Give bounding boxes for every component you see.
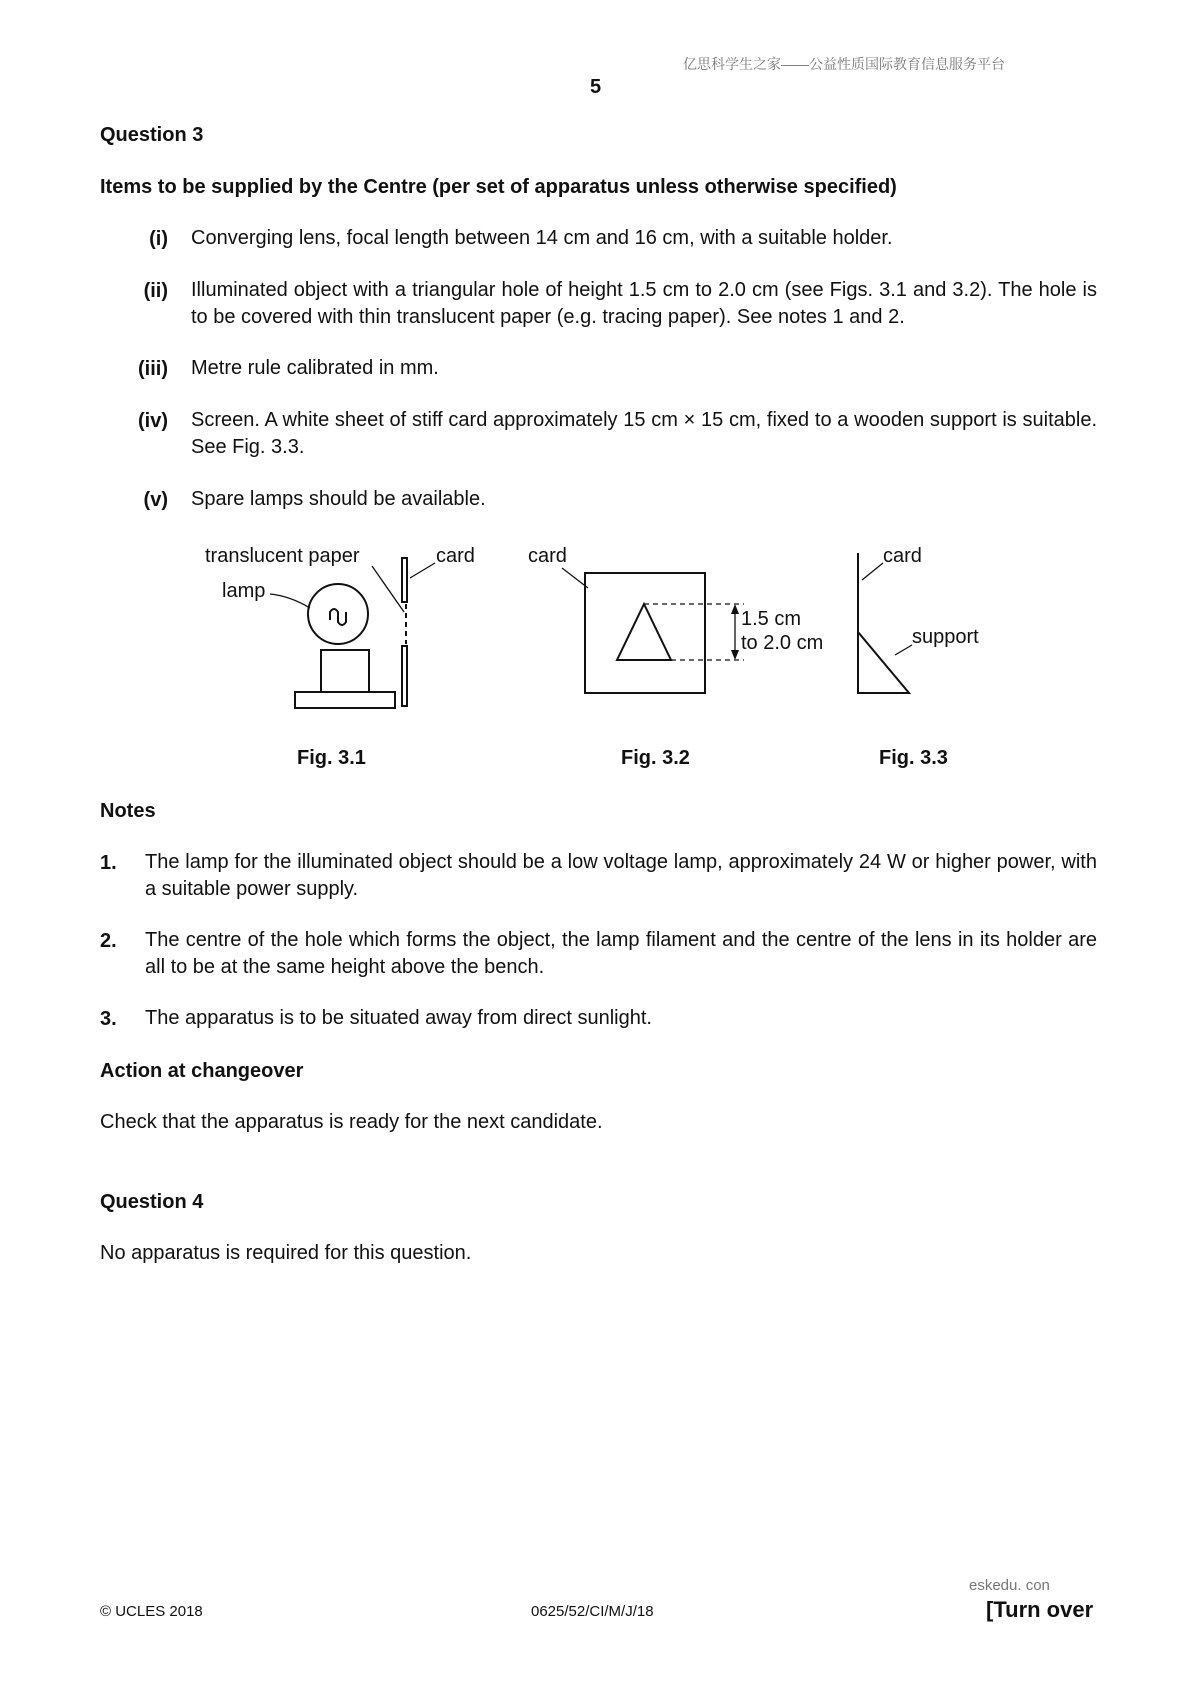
items-heading: Items to be supplied by the Centre (per set of apparatus unless otherwise specified) <box>100 176 897 198</box>
fig-3-2-card-drawing <box>562 568 744 693</box>
fig-3-1-lamp-drawing <box>270 558 435 708</box>
dim-arrow-down <box>731 650 739 660</box>
lamp-holder <box>321 650 369 692</box>
fig31-label-translucent: translucent paper <box>205 545 360 567</box>
note-text: The apparatus is to be situated away from direct sunlight. <box>145 1007 652 1029</box>
fig31-label-lamp: lamp <box>222 580 266 602</box>
fig32-label-height-2: to 2.0 cm <box>741 632 824 654</box>
question-4-text: No apparatus is required for this question. <box>100 1242 472 1264</box>
note-number: 1. <box>100 852 117 874</box>
screen-and-support <box>858 553 909 693</box>
leader-card <box>410 563 435 578</box>
changeover-text: Check that the apparatus is ready for the next candidate. <box>100 1111 603 1133</box>
footer-code: 0625/52/CI/M/J/18 <box>531 1603 654 1620</box>
fig33-label-card: card <box>883 545 922 567</box>
footer-copyright: © UCLES 2018 <box>100 1603 203 1620</box>
leader-support <box>895 645 912 655</box>
item-label: (v) <box>143 489 168 511</box>
fig33-caption: Fig. 3.3 <box>879 747 948 769</box>
card-lower <box>402 646 407 706</box>
watermark-text: 亿思科学生之家——公益性质国际教育信息服务平台 <box>683 56 1005 72</box>
note-text: The centre of the hole which forms the object, the lamp filament and the centre of the lens in its holder are all to be at the same height above the bench. <box>145 929 1097 978</box>
dim-arrow-up <box>731 604 739 614</box>
footer-site: eskedu. con <box>969 1577 1050 1594</box>
note-number: 2. <box>100 930 117 952</box>
item-label: (ii) <box>143 280 168 302</box>
fig32-label-card: card <box>528 545 567 567</box>
item-text: Converging lens, focal length between 14 cm and 16 cm, with a suitable holder. <box>191 227 893 249</box>
question-3-title: Question 3 <box>100 124 204 146</box>
fig31-label-card: card <box>436 545 475 567</box>
fig32-label-height-1: 1.5 cm <box>741 608 802 630</box>
item-label: (iii) <box>138 358 168 380</box>
note-text: The lamp for the illuminated object should be a low voltage lamp, approximately 24 W or higher power, with a suitable power supply. <box>145 851 1097 900</box>
question-4-title: Question 4 <box>100 1191 204 1213</box>
fig31-caption: Fig. 3.1 <box>297 747 366 769</box>
fig33-label-support: support <box>912 626 979 648</box>
turn-over: [Turn over <box>986 1597 1094 1622</box>
item-text: Metre rule calibrated in mm. <box>191 357 439 379</box>
lamp-filament <box>330 609 346 625</box>
lamp-base <box>295 692 395 708</box>
item-label: (i) <box>149 228 168 250</box>
leader-lamp <box>270 594 310 608</box>
card-square <box>585 573 705 693</box>
leader-translucent <box>372 566 404 612</box>
item-text: Spare lamps should be available. <box>191 488 486 510</box>
card-upper <box>402 558 407 602</box>
fig-3-3-screen-drawing <box>858 553 912 693</box>
leader-card-3 <box>862 563 883 580</box>
item-text: Screen. A white sheet of stiff card approximately 15 cm × 15 cm, fixed to a wooden support is suitable. See Fig. 3.3. <box>191 409 1097 458</box>
changeover-title: Action at changeover <box>100 1060 304 1082</box>
note-number: 3. <box>100 1008 117 1030</box>
item-label: (iv) <box>138 410 168 432</box>
fig32-caption: Fig. 3.2 <box>621 747 690 769</box>
page-number: 5 <box>589 76 602 98</box>
item-text: Illuminated object with a triangular hole of height 1.5 cm to 2.0 cm (see Figs. 3.1 and 3.2). The hole is to be covered with thin translucent paper (e.g. tracing paper). See notes 1 and 2. <box>191 279 1097 328</box>
triangle-hole <box>617 604 671 660</box>
notes-title: Notes <box>100 800 156 822</box>
